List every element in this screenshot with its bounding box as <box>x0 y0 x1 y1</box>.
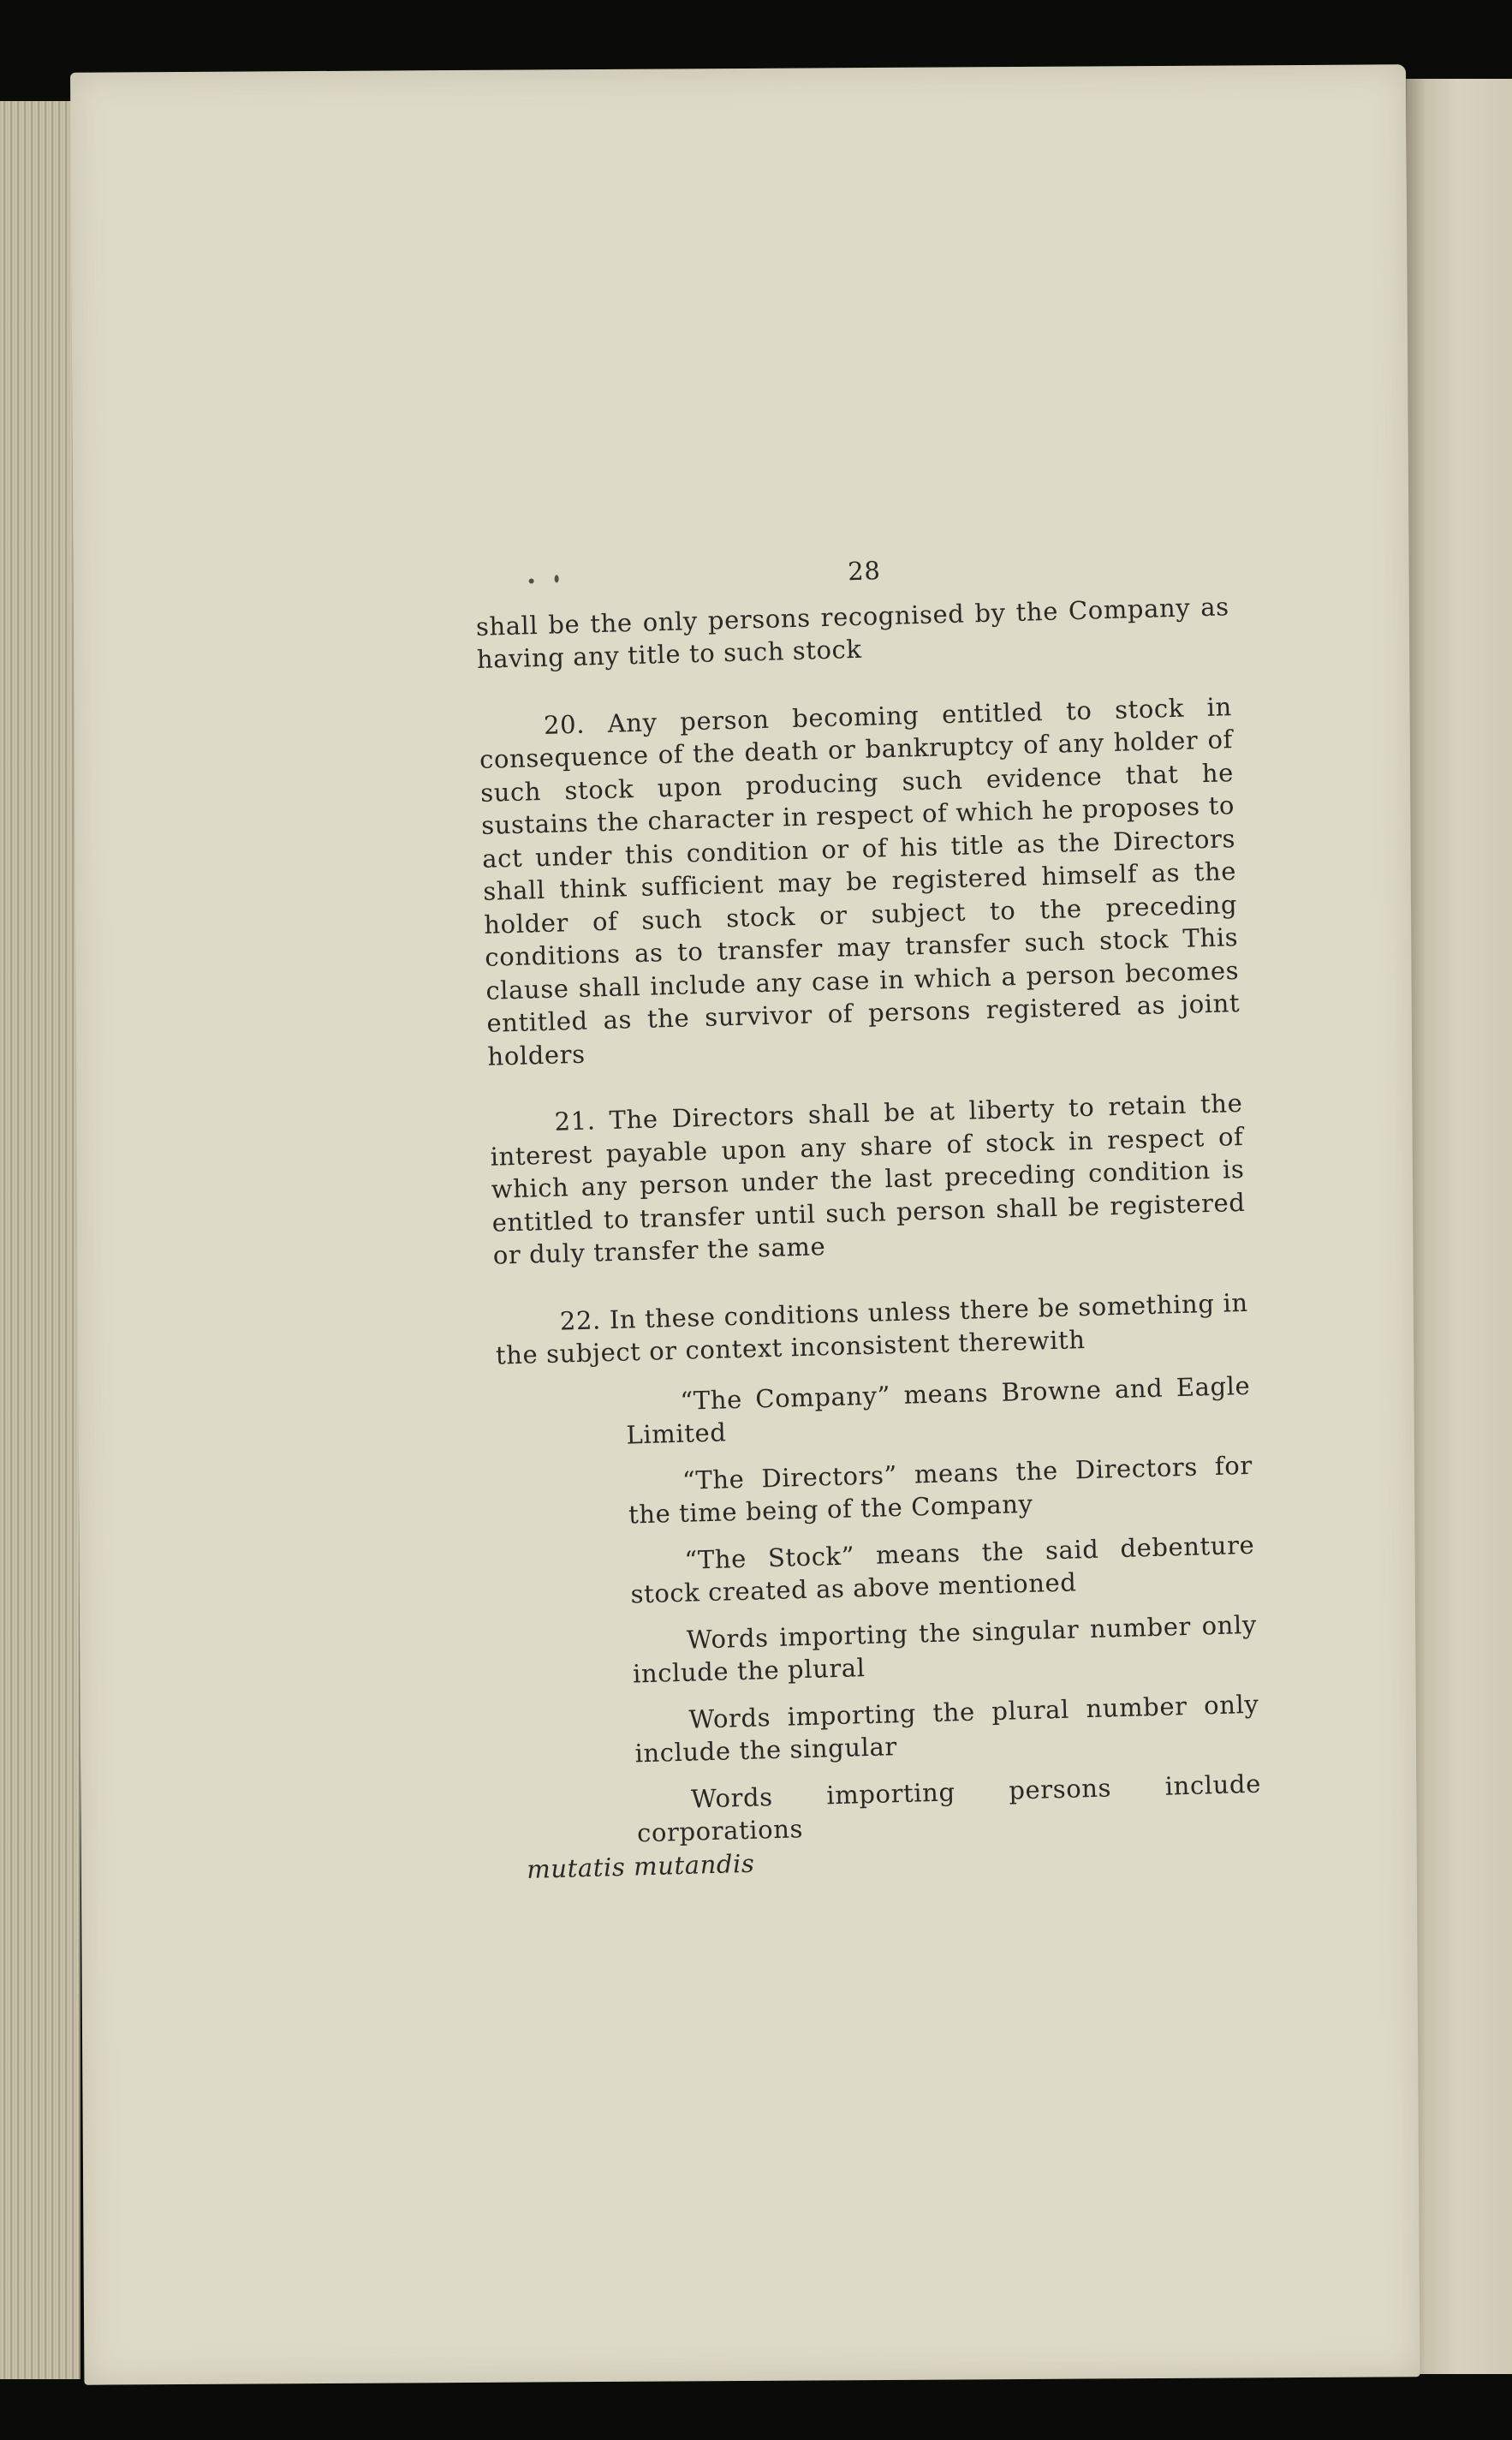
paragraph-20: 20. Any person becoming entitled to stock in consequence of the death or bankruptcy of any holder of such stock upon producing such evidence that he sustains the character in respect of which he proposes to act under this condition or of his title as the Directors shall think sufficient may be registered himself as the holder of such stock or subject to the preceding conditions as to transfer may transfer such stock This clause shall include any case in which a person becomes entitled as the survivor of persons registered as joint holders <box>479 691 1241 1071</box>
paragraph-22: 22. In these conditions unless there be something in the subject or context inconsistent therewith <box>495 1287 1249 1370</box>
book-page-edges <box>0 101 80 2379</box>
definition-singular: Words importing the singular number only include the plural <box>632 1609 1258 1689</box>
definition-stock: “The Stock” means the said debenture stock created as above mentioned <box>630 1530 1255 1609</box>
paragraph-21: 21. The Directors shall be at liberty to retain the interest payable upon any share of stock in respect of which any person under the last preceding condition is entitled to transfer until such person shall be registered or duly transfer the same <box>490 1088 1246 1270</box>
definition-persons: Words importing persons include corporations <box>636 1769 1262 1848</box>
definition-directors: “The Directors” means the Directors for the time being of the Company <box>628 1450 1253 1530</box>
closing-italic-phrase: mutatis mutandis <box>526 1848 755 1884</box>
definition-company: “The Company” means Browne and Eagle Limited <box>626 1370 1251 1450</box>
definition-plural: Words importing the plural number only include the singular <box>634 1689 1259 1769</box>
paragraph-continuation: shall be the only persons recognised by the Company as having any title to such stock <box>475 591 1230 674</box>
page-text <box>474 545 1263 1886</box>
page-number: 28 <box>847 556 881 587</box>
adjacent-page-edge <box>1404 79 1512 2374</box>
